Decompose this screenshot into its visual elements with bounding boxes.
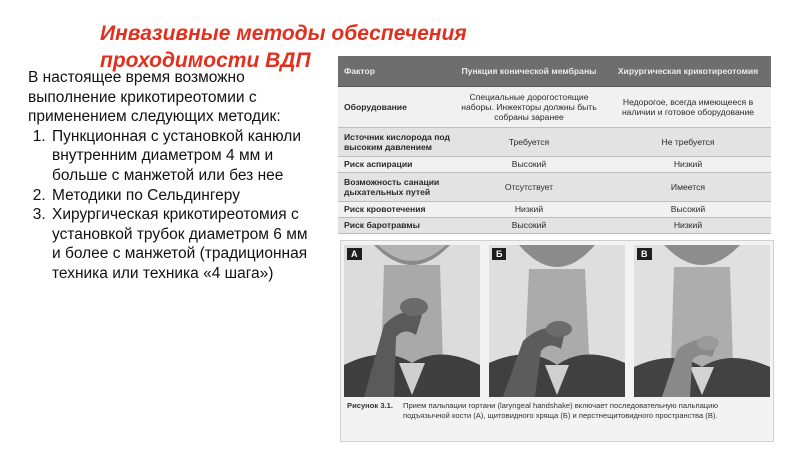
table-header-cell: Фактор bbox=[338, 56, 453, 87]
table-cell: Низкий bbox=[605, 156, 771, 172]
figure-caption bbox=[347, 401, 767, 421]
photo-label: Б bbox=[492, 248, 506, 260]
table-header-cell: Пункция конической мембраны bbox=[453, 56, 605, 87]
table-cell: Источник кислорода под высоким давлением bbox=[338, 128, 453, 157]
method-item: 1. Пункционная с установкой канюли внутренним диаметром 4 мм и больше с манжетой или без нее bbox=[50, 127, 318, 186]
photo-label: А bbox=[347, 248, 362, 260]
table-row bbox=[338, 201, 771, 217]
table-header-cell: Хирургическая крикотиреотомия bbox=[605, 56, 771, 87]
intro-text: В настоящее время возможно выполнение крикотиреотомии с применением следующих методик: bbox=[28, 69, 281, 126]
table-cell: Недорогое, всегда имеющееся в наличии и готовое оборудование bbox=[605, 87, 771, 128]
table-row bbox=[338, 128, 771, 157]
table-cell: Низкий bbox=[453, 201, 605, 217]
table-cell: Специальные дорогостоящие наборы. Инжекторы должны быть собраны заранее bbox=[453, 87, 605, 128]
neck-palpation-image bbox=[344, 245, 480, 397]
table-cell: Отсутствует bbox=[453, 172, 605, 201]
table-cell: Не требуется bbox=[605, 128, 771, 157]
comparison-table bbox=[338, 56, 771, 234]
slide-title: Инвазивные методы обеспечения проходимости ВДП bbox=[100, 22, 467, 72]
methods-list bbox=[28, 127, 318, 284]
caption-text: Прием пальпации гортани (laryngeal handshake) включает последовательную пальпацию подъязычной кости (А), щитовидного хряща (Б) и перстнещитовидного пространства (В). bbox=[403, 401, 719, 420]
table-cell: Риск аспирации bbox=[338, 156, 453, 172]
table-cell: Риск кровотечения bbox=[338, 201, 453, 217]
photo-c bbox=[634, 245, 770, 397]
intro-block bbox=[28, 68, 318, 284]
table-row bbox=[338, 156, 771, 172]
method-item: 2. Методики по Сельдингеру bbox=[50, 186, 318, 206]
photo-label: В bbox=[637, 248, 652, 260]
table-cell: Оборудование bbox=[338, 87, 453, 128]
neck-palpation-image bbox=[489, 245, 625, 397]
palpation-figure bbox=[340, 240, 774, 442]
table-row bbox=[338, 172, 771, 201]
photo-a bbox=[344, 245, 480, 397]
photo-b bbox=[489, 245, 625, 397]
table-row bbox=[338, 217, 771, 233]
table-row bbox=[338, 87, 771, 128]
table-cell: Высокий bbox=[453, 217, 605, 233]
method-item: 3. Хирургическая крикотиреотомия с установкой трубок диаметром 6 мм и более с манжетой (традиционная техника или техника «4 шага») bbox=[50, 205, 318, 283]
table-cell: Требуется bbox=[453, 128, 605, 157]
table-cell: Имеется bbox=[605, 172, 771, 201]
table-cell: Высокий bbox=[605, 201, 771, 217]
caption-label: Рисунок 3.1. bbox=[347, 401, 393, 410]
table-cell: Риск баротравмы bbox=[338, 217, 453, 233]
table-cell: Низкий bbox=[605, 217, 771, 233]
table-cell: Высокий bbox=[453, 156, 605, 172]
table-cell: Возможность санации дыхательных путей bbox=[338, 172, 453, 201]
neck-palpation-image bbox=[634, 245, 770, 397]
